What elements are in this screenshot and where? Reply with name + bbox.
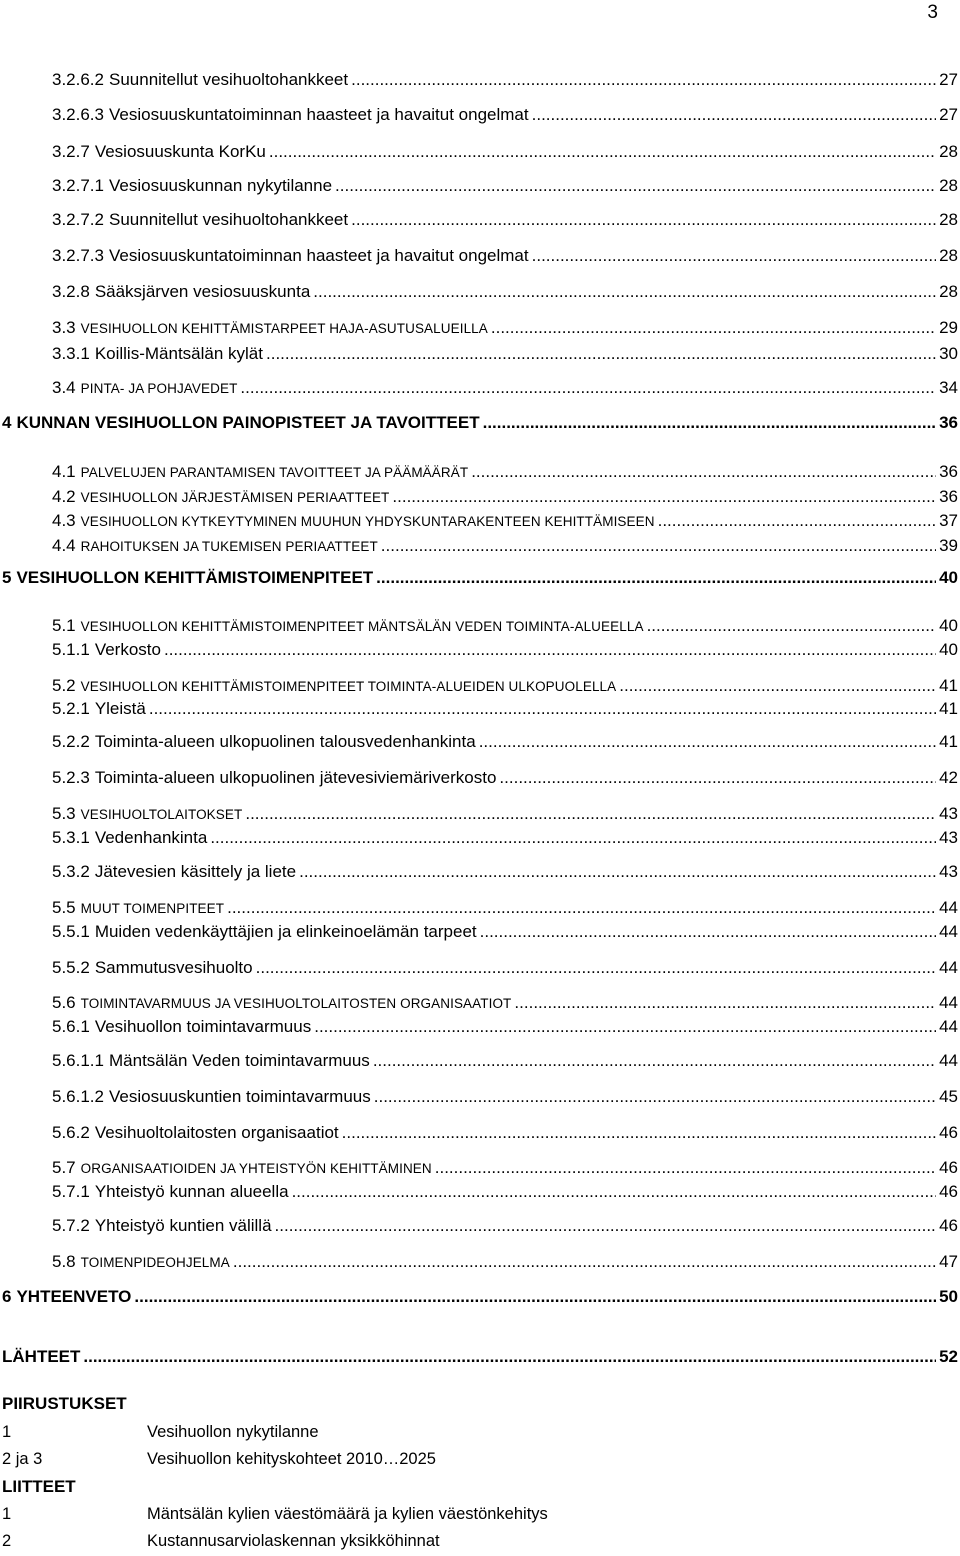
toc-entry-number: 3.3.1 xyxy=(52,344,90,363)
toc-entry-title: Verkosto xyxy=(94,640,161,659)
toc-entry-page: 41 xyxy=(939,732,958,751)
toc-entry[interactable] xyxy=(52,993,958,1017)
toc-entry[interactable] xyxy=(2,413,958,437)
toc-entry-number: 5.6.1.2 xyxy=(52,1087,104,1106)
dot-leader xyxy=(335,176,936,196)
dot-leader xyxy=(240,378,936,398)
toc-entry[interactable] xyxy=(2,1347,958,1371)
toc-entry[interactable] xyxy=(52,699,958,723)
dot-leader xyxy=(532,105,936,125)
toc-entry-page: 28 xyxy=(939,142,958,161)
dot-leader xyxy=(149,699,936,719)
toc-entry-title: VESIHUOLLON KEHITTÄMISTOIMENPITEET xyxy=(16,568,374,587)
toc-entry-title: Vesiosuuskuntatoiminnan haasteet ja havaitut ongelmat xyxy=(109,246,529,265)
toc-entry-page: 50 xyxy=(939,1287,958,1306)
toc-entry-title: TOIMENPIDEOHJELMA xyxy=(80,1255,230,1270)
dot-leader xyxy=(299,862,936,882)
dot-leader xyxy=(491,318,936,338)
toc-entry-page: 43 xyxy=(939,804,958,823)
toc-entry-page: 40 xyxy=(939,640,958,659)
toc-entry-number: 5.3.2 xyxy=(52,862,90,881)
toc-entry[interactable] xyxy=(52,640,958,664)
toc-entry-title: Koillis-Mäntsälän kylät xyxy=(94,344,263,363)
toc-entry[interactable] xyxy=(52,536,958,560)
dot-leader xyxy=(435,1158,936,1178)
toc-entry-title: KUNNAN VESIHUOLLON PAINOPISTEET JA TAVOITTEET xyxy=(16,413,480,432)
toc-entry[interactable] xyxy=(52,1017,958,1041)
toc-entry-number: 5.3 xyxy=(52,804,76,823)
toc-entry-number: 4.1 xyxy=(52,462,76,481)
toc-entry-number: 5.5 xyxy=(52,898,76,917)
toc-entry-title: Vedenhankinta xyxy=(94,828,208,847)
toc-entry-page: 43 xyxy=(939,828,958,847)
toc-entry-number: 5.7 xyxy=(52,1158,76,1177)
toc-entry-title: VESIHUOLLON JÄRJESTÄMISEN PERIAATTEET xyxy=(80,490,390,505)
toc-entry-title: Suunnitellut vesihuoltohankkeet xyxy=(109,210,349,229)
toc-entry-title: Vesihuollon toimintavarmuus xyxy=(94,1017,312,1036)
drawings-heading: PIIRUSTUKSET xyxy=(2,1394,127,1413)
toc-entry-title: PINTA- JA POHJAVEDET xyxy=(80,381,238,396)
toc-entry-number: 5.6.2 xyxy=(52,1123,90,1142)
appendices-item-title: Kustannusarviolaskennan yksikköhinnat xyxy=(147,1532,440,1550)
toc-entry-number: 5.7.1 xyxy=(52,1182,90,1201)
toc-entry-number: 3.2.7.1 xyxy=(52,176,104,195)
toc-entry-number: 5.5.1 xyxy=(52,922,90,941)
toc-entry-number: 3.2.7 xyxy=(52,142,90,161)
toc-entry-number: 3.2.8 xyxy=(52,282,90,301)
toc-entry-title: LÄHTEET xyxy=(2,1347,81,1366)
toc-entry-page: 36 xyxy=(939,413,958,432)
drawings-item-title: Vesihuollon kehityskohteet 2010…2025 xyxy=(147,1450,436,1468)
dot-leader xyxy=(210,828,936,848)
toc-entry[interactable] xyxy=(2,1287,958,1311)
toc-entry-page: 46 xyxy=(939,1158,958,1177)
toc-entry-number: 5.2.3 xyxy=(52,768,90,787)
toc-entry-title: ORGANISAATIOIDEN JA YHTEISTYÖN KEHITTÄMINEN xyxy=(80,1161,432,1176)
dot-leader xyxy=(245,804,936,824)
toc-entry-title: Suunnitellut vesihuoltohankkeet xyxy=(109,70,349,89)
toc-entry-title: Sääksjärven vesiosuuskunta xyxy=(94,282,311,301)
toc-entry[interactable] xyxy=(52,142,958,166)
toc-entry-title: Mäntsälän Veden toimintavarmuus xyxy=(109,1051,370,1070)
toc-entry-title: Yleistä xyxy=(94,699,146,718)
toc-entry-title: RAHOITUKSEN JA TUKEMISEN PERIAATTEET xyxy=(80,539,378,554)
toc-entry-title: Toiminta-alueen ulkopuolinen jätevesiviemäriverkosto xyxy=(94,768,497,787)
toc-entry-page: 34 xyxy=(939,378,958,397)
dot-leader xyxy=(164,640,936,660)
toc-entry[interactable] xyxy=(52,898,958,922)
toc-entry-title: Vesihuoltolaitosten organisaatiot xyxy=(94,1123,339,1142)
toc-entry-page: 36 xyxy=(939,462,958,481)
toc-entry[interactable] xyxy=(52,246,958,270)
toc-entry-number: 5.6.1 xyxy=(52,1017,90,1036)
toc-entry-title: YHTEENVETO xyxy=(16,1287,132,1306)
toc-entry-number: 3.2.7.2 xyxy=(52,210,104,229)
toc-entry[interactable] xyxy=(52,828,958,852)
dot-leader xyxy=(532,246,936,266)
toc-entry-title: Toiminta-alueen ulkopuolinen talousvedenhankinta xyxy=(94,732,476,751)
toc-entry-number: 4.2 xyxy=(52,487,76,506)
dot-leader xyxy=(351,70,936,90)
toc-entry-page: 46 xyxy=(939,1216,958,1235)
toc-entry-title: MUUT TOIMENPITEET xyxy=(80,901,225,916)
toc-entry[interactable] xyxy=(52,210,958,234)
toc-entry-number: 3.2.6.2 xyxy=(52,70,104,89)
toc-entry-number: 5.8 xyxy=(52,1252,76,1271)
dot-leader xyxy=(619,676,936,696)
toc-entry-number: 4.4 xyxy=(52,536,76,555)
toc-entry-title: VESIHUOLTOLAITOKSET xyxy=(80,807,243,822)
toc-entry[interactable] xyxy=(52,70,958,94)
drawings-item-title: Vesihuollon nykytilanne xyxy=(147,1423,319,1441)
appendices-item-number: 1 xyxy=(2,1505,12,1523)
toc-entry-title: Vesiosuuskuntien toimintavarmuus xyxy=(109,1087,371,1106)
toc-entry-number: 5.1.1 xyxy=(52,640,90,659)
toc-entry-page: 44 xyxy=(939,898,958,917)
toc-entry[interactable] xyxy=(52,378,958,402)
dot-leader xyxy=(392,487,936,507)
toc-entry[interactable] xyxy=(52,768,958,792)
toc-entry-page: 30 xyxy=(939,344,958,363)
dot-leader xyxy=(83,1347,936,1367)
toc-entry-page: 27 xyxy=(939,105,958,124)
appendices-heading: LIITTEET xyxy=(2,1477,76,1496)
appendices-item-number: 2 xyxy=(2,1532,12,1550)
toc-entry[interactable] xyxy=(52,176,958,200)
page-number: 3 xyxy=(927,2,938,23)
toc-entry-page: 29 xyxy=(939,318,958,337)
toc-entry-page: 52 xyxy=(939,1347,958,1366)
toc-entry-number: 5.2.1 xyxy=(52,699,90,718)
toc-entry[interactable] xyxy=(52,282,958,306)
dot-leader xyxy=(266,344,936,364)
toc-entry-title: Muiden vedenkäyttäjien ja elinkeinoelämän tarpeet xyxy=(94,922,477,941)
toc-entry[interactable] xyxy=(52,1051,958,1075)
toc-entry[interactable] xyxy=(52,1123,958,1147)
toc-entry-number: 3.2.7.3 xyxy=(52,246,104,265)
toc-entry-page: 47 xyxy=(939,1252,958,1271)
toc-entry-number: 5.2 xyxy=(52,676,76,695)
toc-entry-page: 28 xyxy=(939,210,958,229)
toc-entry-page: 41 xyxy=(939,676,958,695)
dot-leader xyxy=(483,413,936,433)
dot-leader xyxy=(256,958,936,978)
dot-leader xyxy=(471,462,936,482)
dot-leader xyxy=(479,732,936,752)
toc-entry-title: VESIHUOLLON KYTKEYTYMINEN MUUHUN YHDYSKUNTARAKENTEEN KEHITTÄMISEEN xyxy=(80,514,655,529)
dot-leader xyxy=(373,1051,936,1071)
toc-entry-page: 36 xyxy=(939,487,958,506)
drawings-item-number: 1 xyxy=(2,1423,12,1441)
toc-entry[interactable] xyxy=(52,732,958,756)
toc-entry[interactable] xyxy=(52,1087,958,1111)
toc-entry-number: 4.3 xyxy=(52,511,76,530)
appendices-item-title: Mäntsälän kylien väestömäärä ja kylien väestönkehitys xyxy=(147,1505,548,1523)
toc-entry[interactable] xyxy=(52,1216,958,1240)
toc-entry-page: 43 xyxy=(939,862,958,881)
toc-entry[interactable] xyxy=(52,958,958,982)
toc-entry-page: 37 xyxy=(939,511,958,530)
toc-entry-number: 5.3.1 xyxy=(52,828,90,847)
toc-entry[interactable] xyxy=(52,105,958,129)
toc-entry-number: 5.5.2 xyxy=(52,958,90,977)
toc-entry-page: 28 xyxy=(939,176,958,195)
dot-leader xyxy=(480,922,936,942)
toc-entry-page: 44 xyxy=(939,1051,958,1070)
toc-entry-number: 5.6 xyxy=(52,993,76,1012)
toc-entry[interactable] xyxy=(52,487,958,511)
toc-entry-title: VESIHUOLLON KEHITTÄMISTOIMENPITEET MÄNTSÄLÄN VEDEN TOIMINTA-ALUEELLA xyxy=(80,619,644,634)
dot-leader xyxy=(499,768,936,788)
drawings-item-number: 2 ja 3 xyxy=(2,1450,43,1468)
appendices-item xyxy=(2,1532,702,1556)
drawings-item xyxy=(2,1423,702,1447)
toc-entry[interactable] xyxy=(52,1252,958,1276)
toc-entry-number: 5.1 xyxy=(52,616,76,635)
toc-entry[interactable] xyxy=(52,922,958,946)
toc-entry-title: PALVELUJEN PARANTAMISEN TAVOITTEET JA PÄÄMÄÄRÄT xyxy=(80,465,469,480)
toc-entry-title: Jätevesien käsittely ja liete xyxy=(94,862,297,881)
toc-entry[interactable] xyxy=(52,804,958,828)
toc-entry[interactable] xyxy=(52,1182,958,1206)
dot-leader xyxy=(313,282,936,302)
drawings-item xyxy=(2,1450,702,1474)
dot-leader xyxy=(342,1123,936,1143)
toc-entry-page: 28 xyxy=(939,246,958,265)
toc-entry-number: 4 xyxy=(2,413,12,432)
appendices-item xyxy=(2,1505,702,1529)
toc-entry-title: VESIHUOLLON KEHITTÄMISTARPEET HAJA-ASUTUSALUEILLA xyxy=(80,321,488,336)
toc-entry-title: Yhteistyö kunnan alueella xyxy=(94,1182,289,1201)
dot-leader xyxy=(269,142,936,162)
toc-entry-title: Vesiosuuskunta KorKu xyxy=(94,142,266,161)
toc-entry-page: 44 xyxy=(939,993,958,1012)
toc-entry[interactable] xyxy=(52,462,958,486)
dot-leader xyxy=(314,1017,936,1037)
toc-entry-page: 44 xyxy=(939,958,958,977)
toc-entry-page: 40 xyxy=(939,568,958,587)
toc-entry-page: 41 xyxy=(939,699,958,718)
toc-entry-page: 44 xyxy=(939,1017,958,1036)
dot-leader xyxy=(351,210,936,230)
dot-leader xyxy=(647,616,937,636)
toc-entry-number: 5.6.1.1 xyxy=(52,1051,104,1070)
toc-entry-number: 5.2.2 xyxy=(52,732,90,751)
dot-leader xyxy=(233,1252,936,1272)
toc-entry[interactable] xyxy=(52,862,958,886)
toc-entry-number: 6 xyxy=(2,1287,12,1306)
dot-leader xyxy=(658,511,936,531)
toc-entry-number: 3.4 xyxy=(52,378,76,397)
toc-entry-number: 5.7.2 xyxy=(52,1216,90,1235)
toc-entry-page: 40 xyxy=(939,616,958,635)
toc-entry[interactable] xyxy=(52,344,958,368)
toc-entry-number: 5 xyxy=(2,568,12,587)
toc-entry-title: Vesiosuuskunnan nykytilanne xyxy=(109,176,333,195)
toc-entry-title: Sammutusvesihuolto xyxy=(94,958,253,977)
toc-entry[interactable] xyxy=(2,568,958,592)
dot-leader xyxy=(275,1216,937,1236)
toc-entry-page: 46 xyxy=(939,1182,958,1201)
dot-leader xyxy=(227,898,936,918)
dot-leader xyxy=(292,1182,937,1202)
toc-entry-title: Yhteistyö kuntien välillä xyxy=(94,1216,272,1235)
toc-entry-title: VESIHUOLLON KEHITTÄMISTOIMENPITEET TOIMINTA-ALUEIDEN ULKOPUOLELLA xyxy=(80,679,617,694)
toc-entry-page: 42 xyxy=(939,768,958,787)
toc-entry-title: TOIMINTAVARMUUS JA VESIHUOLTOLAITOSTEN ORGANISAATIOT xyxy=(80,996,512,1011)
dot-leader xyxy=(134,1287,936,1307)
toc-entry-page: 27 xyxy=(939,70,958,89)
dot-leader xyxy=(376,568,936,588)
toc-entry-page: 45 xyxy=(939,1087,958,1106)
toc-entry[interactable] xyxy=(52,676,958,700)
toc-entry-page: 28 xyxy=(939,282,958,301)
dot-leader xyxy=(514,993,936,1013)
toc-entry-number: 3.2.6.3 xyxy=(52,105,104,124)
toc-entry-number: 3.3 xyxy=(52,318,76,337)
dot-leader xyxy=(374,1087,936,1107)
toc-entry-title: Vesiosuuskuntatoiminnan haasteet ja havaitut ongelmat xyxy=(109,105,529,124)
toc-entry[interactable] xyxy=(52,616,958,640)
toc-entry-page: 46 xyxy=(939,1123,958,1142)
toc-entry[interactable] xyxy=(52,318,958,342)
toc-entry-page: 39 xyxy=(939,536,958,555)
dot-leader xyxy=(381,536,936,556)
toc-entry-page: 44 xyxy=(939,922,958,941)
toc-entry[interactable] xyxy=(52,1158,958,1182)
toc-entry[interactable] xyxy=(52,511,958,535)
